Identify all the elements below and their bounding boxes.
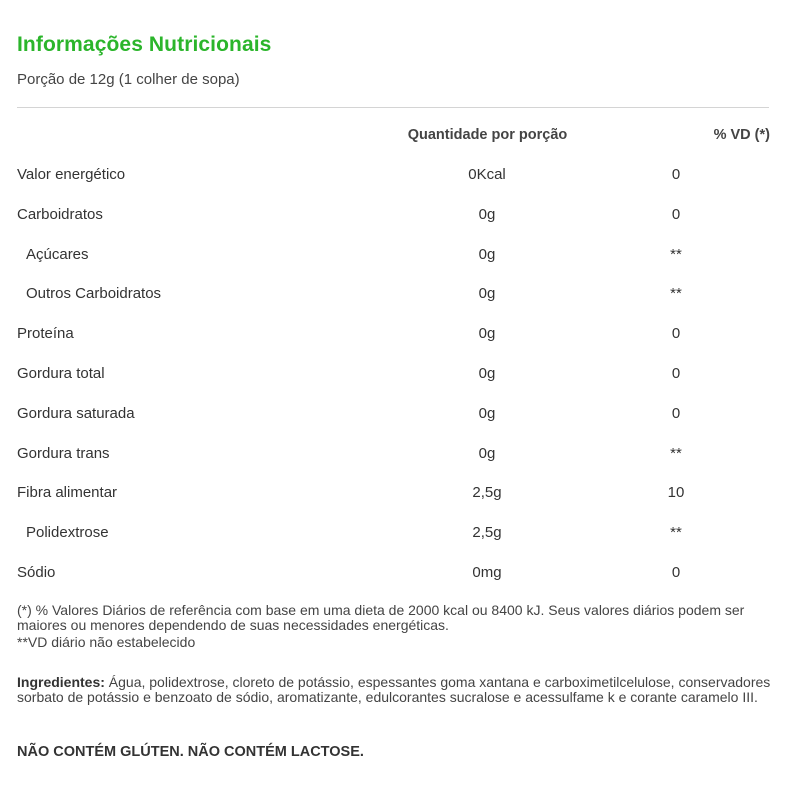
table-row [0, 445, 800, 469]
ingredients-label: Ingredientes: [17, 674, 105, 690]
nutrient-name: Sódio [17, 564, 56, 581]
nutrient-quantity: 0g [478, 445, 496, 462]
nutrient-name: Outros Carboidratos [26, 285, 162, 302]
nutrient-quantity: 0Kcal [468, 166, 506, 183]
nutrient-vd: 10 [667, 484, 685, 501]
nutrient-name: Carboidratos [17, 206, 103, 223]
ingredients-text: Água, polidextrose, cloreto de potássio, espessantes goma xantana e carboximetilcelulose, conservadores sorbato de potássio e benzoato de sódio, aromatizante, edulcorantes sucralose e acessulfame k e corante caramelo III. [17, 674, 771, 705]
table-row [0, 206, 800, 230]
nutrient-name: Açúcares [26, 246, 89, 263]
header-vd: % VD (*) [713, 127, 770, 143]
nutrient-name: Proteína [17, 325, 74, 342]
nutrient-name: Fibra alimentar [17, 484, 118, 501]
nutrient-vd: 0 [671, 564, 681, 581]
page-title: Informações Nutricionais [17, 33, 272, 56]
nutrient-quantity: 0mg [472, 564, 502, 581]
nutrient-quantity: 0g [478, 285, 496, 302]
footnote-vd: (*) % Valores Diários de referência com base em uma dieta de 2000 kcal ou 8400 kJ. Seus valores diários podem ser maiores ou menores dependendo de suas necessidades energéticas. [17, 602, 745, 633]
footnote-not-established: **VD diário não estabelecido [17, 634, 196, 650]
table-row [0, 564, 800, 588]
table-row [0, 524, 800, 548]
nutrient-quantity: 0g [478, 405, 496, 422]
table-row [0, 325, 800, 349]
nutrient-vd: ** [670, 445, 682, 462]
ingredients [17, 675, 777, 704]
nutrient-name: Gordura total [17, 365, 105, 382]
nutrient-name: Polidextrose [26, 524, 109, 541]
nutrient-quantity: 0g [478, 246, 496, 263]
nutrient-quantity: 0g [478, 325, 496, 342]
nutrient-vd: ** [670, 246, 682, 263]
table-row [0, 405, 800, 429]
nutrient-name: Gordura saturada [17, 405, 135, 422]
allergen-statement: NÃO CONTÉM GLÚTEN. NÃO CONTÉM LACTOSE. [17, 744, 364, 760]
nutrient-vd: ** [670, 285, 682, 302]
nutrient-quantity: 0g [478, 365, 496, 382]
divider [17, 107, 769, 108]
table-row [0, 285, 800, 309]
nutrient-vd: 0 [671, 405, 681, 422]
nutrient-name: Valor energético [17, 166, 126, 183]
table-row [0, 365, 800, 389]
table-row [0, 246, 800, 270]
nutrient-quantity: 0g [478, 206, 496, 223]
table-row [0, 484, 800, 508]
nutrient-vd: 0 [671, 365, 681, 382]
table-row [0, 166, 800, 190]
nutrient-name: Gordura trans [17, 445, 110, 462]
header-quantity: Quantidade por porção [407, 127, 568, 143]
nutrient-vd: 0 [671, 206, 681, 223]
nutrient-vd: 0 [671, 325, 681, 342]
nutrient-quantity: 2,5g [472, 484, 502, 501]
nutrient-quantity: 2,5g [472, 524, 502, 541]
nutrient-vd: 0 [671, 166, 681, 183]
portion-size: Porção de 12g (1 colher de sopa) [17, 71, 240, 88]
nutrient-vd: ** [670, 524, 682, 541]
